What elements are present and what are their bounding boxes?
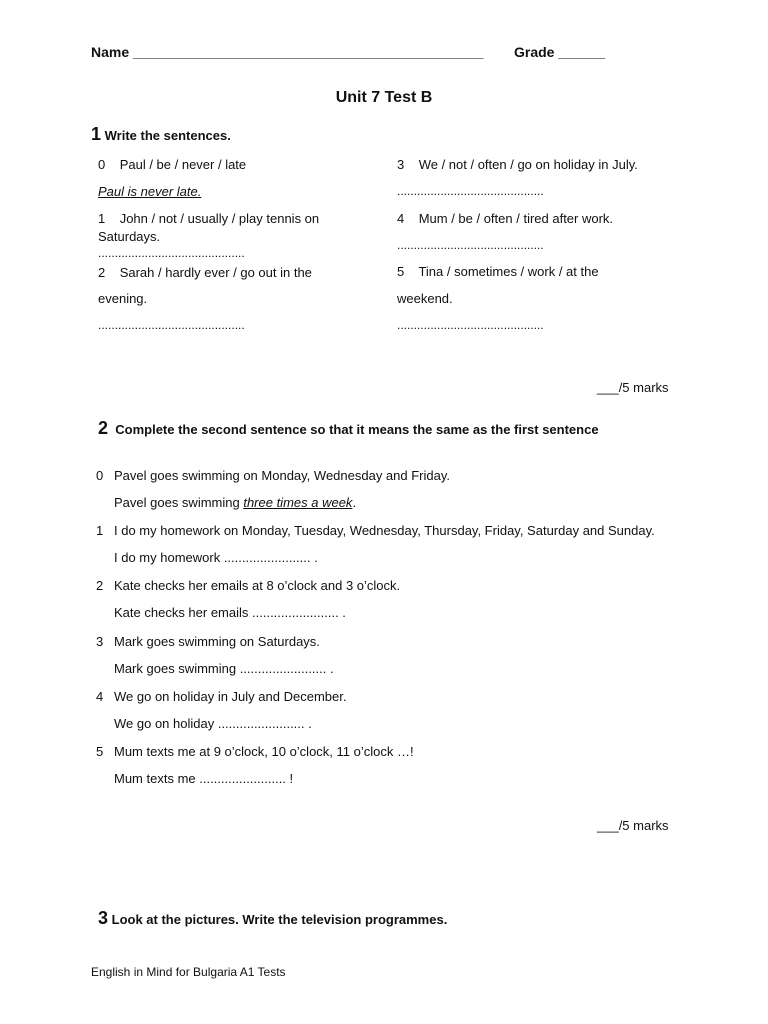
s2-item-5	[96, 744, 414, 759]
s2-item-first: Kate checks her emails at 8 o’clock and 3 o’clock.	[114, 578, 401, 593]
s1-item-4-answer: ............................................	[397, 238, 544, 252]
s1-item-0	[98, 157, 246, 172]
grade-label: Grade	[514, 44, 555, 60]
s1-item-number: 1	[98, 211, 106, 226]
s2-item-number: 0	[96, 468, 104, 483]
s1-item-2	[98, 265, 312, 280]
s1-item-4	[397, 211, 613, 226]
s2-second-post: .	[352, 495, 357, 510]
s2-item-1	[96, 523, 655, 538]
section2-marks: ___/5 marks	[597, 818, 669, 833]
s1-item-1	[98, 211, 319, 226]
section1-heading	[91, 124, 231, 145]
s1-item-prompt: Mum / be / often / tired after work.	[418, 211, 614, 226]
s2-item-first: Mark goes swimming on Saturdays.	[114, 634, 320, 649]
s1-item-2-answer: ............................................	[98, 318, 245, 332]
s2-item-number: 3	[96, 634, 104, 649]
s2-second-answer: three times a week	[243, 495, 353, 510]
s1-item-prompt: We / not / often / go on holiday in July.	[418, 157, 638, 172]
s1-item-prompt: John / not / usually / play tennis on	[119, 211, 320, 226]
s1-item-number: 5	[397, 264, 405, 279]
s2-item-4	[96, 689, 347, 704]
s1-item-prompt: Tina / sometimes / work / at the	[418, 264, 599, 279]
s1-item-0-answer: Paul is never late.	[98, 184, 202, 199]
section1-instruction: Write the sentences.	[104, 128, 231, 143]
s2-item-0-second	[114, 495, 356, 510]
s1-item-prompt: Sarah / hardly ever / go out in the	[119, 265, 312, 280]
section2-heading	[98, 418, 599, 439]
s2-item-number: 2	[96, 578, 104, 593]
s1-item-5-prompt-cont: weekend.	[397, 291, 453, 306]
s1-item-prompt: Paul / be / never / late	[119, 157, 247, 172]
s1-item-number: 3	[397, 157, 405, 172]
grade-blank: ______	[558, 44, 606, 60]
s2-item-first: We go on holiday in July and December.	[114, 689, 347, 704]
s2-item-2	[96, 578, 401, 593]
s2-item-number: 1	[96, 523, 104, 538]
s2-item-first: Mum texts me at 9 o’clock, 10 o’clock, 11 o’clock …!	[114, 744, 414, 759]
s2-item-3	[96, 634, 320, 649]
s2-item-0	[96, 468, 451, 483]
section3-instruction: Look at the pictures. Write the television programmes.	[111, 912, 448, 927]
s1-item-3	[397, 157, 638, 172]
s2-item-5-second: Mum texts me ........................ !	[114, 771, 294, 786]
s2-item-first: I do my homework on Monday, Tuesday, Wednesday, Thursday, Friday, Saturday and Sunday.	[114, 523, 655, 538]
section3-number: 3	[98, 908, 109, 928]
s1-item-1-answer: ............................................	[98, 246, 245, 260]
s2-item-1-second: I do my homework ........................ .	[114, 550, 318, 565]
s1-item-5-answer: ............................................	[397, 318, 544, 332]
section3-heading	[98, 908, 447, 929]
s2-item-number: 5	[96, 744, 104, 759]
s1-item-3-answer: ............................................	[397, 184, 544, 198]
page-footer: English in Mind for Bulgaria A1 Tests	[91, 965, 286, 979]
grade-row	[514, 44, 605, 60]
name-row	[91, 44, 483, 60]
section2-instruction: Complete the second sentence so that it means the same as the first sentence	[115, 422, 599, 437]
name-blank: _____________________________________________	[133, 44, 484, 60]
s1-item-5	[397, 264, 599, 279]
section1-number: 1	[91, 124, 102, 144]
s2-item-first: Pavel goes swimming on Monday, Wednesday and Friday.	[114, 468, 451, 483]
s2-item-2-second: Kate checks her emails ........................ .	[114, 605, 346, 620]
s1-item-number: 0	[98, 157, 106, 172]
s1-item-2-prompt-cont: evening.	[98, 291, 148, 306]
section1-marks: ___/5 marks	[597, 380, 669, 395]
s1-item-number: 4	[397, 211, 405, 226]
s1-item-1-prompt-cont: Saturdays.	[98, 229, 161, 244]
page-title: Unit 7 Test B	[335, 89, 433, 106]
s2-item-number: 4	[96, 689, 104, 704]
section2-number: 2	[98, 418, 109, 438]
s1-item-number: 2	[98, 265, 106, 280]
s2-item-4-second: We go on holiday ........................ .	[114, 716, 312, 731]
name-label: Name	[91, 44, 130, 60]
s2-second-pre: Pavel goes swimming	[114, 495, 244, 510]
s2-item-3-second: Mark goes swimming ........................ .	[114, 661, 334, 676]
